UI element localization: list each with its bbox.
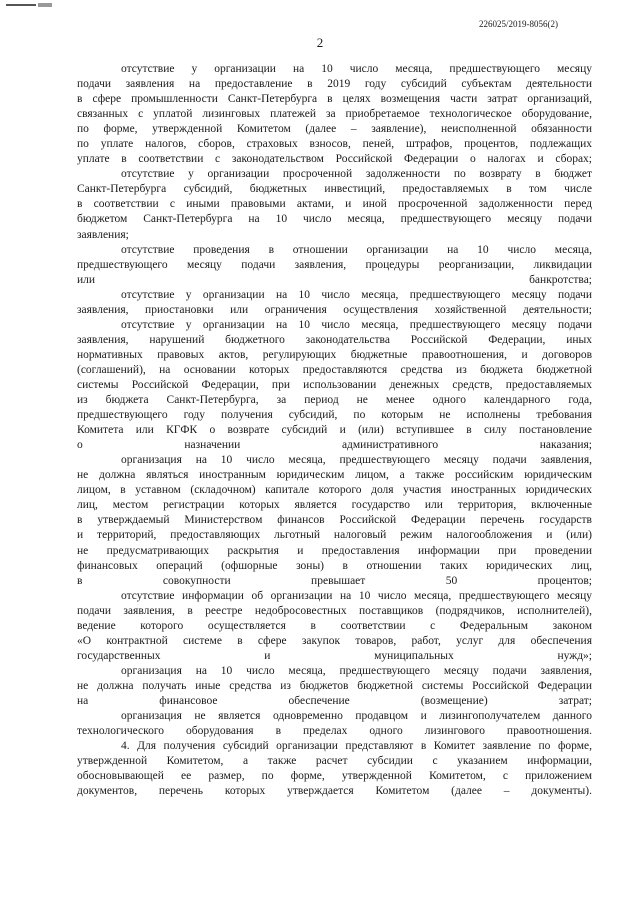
text-line: системы Российской Федерации, при использовании денежных средств, предоставляемых [77, 378, 592, 391]
text-line: заявления, приостановки или ограничения осуществления хозяйственной деятельности; [77, 303, 592, 316]
paragraph-application-documents [77, 739, 592, 799]
paragraph-reorganization [77, 243, 592, 288]
text-line: в сфере промышленности Санкт-Петербурга в целях возмещения части затрат организаций, [77, 93, 592, 106]
paragraph-foreign-entity [77, 453, 592, 588]
text-line: отсутствие у организации на 10 число месяца, предшествующего месяцу [121, 63, 592, 75]
text-line: государственных и муниципальных нужд»; [77, 649, 592, 662]
text-line: подачи заявления на предоставление в 2019 году субсидий субъектам деятельности [77, 78, 592, 91]
text-line: документов, перечень которых утверждается Комитетом (далее – документы). [77, 785, 592, 798]
text-line: подачи заявления, в реестре недобросовестных поставщиков (подрядчиков, исполнителей), [77, 604, 592, 617]
text-line: (соглашений), на основании которых предоставляются средства из бюджета бюджетной [77, 363, 592, 376]
text-line: не предусматривающих раскрытия и предоставления информации при проведении [77, 544, 592, 557]
paragraph-seller-lessee [77, 709, 592, 739]
document-body [77, 62, 592, 799]
text-line: технологического оборудования в пределах одного лизингового правоотношения. [77, 725, 592, 738]
paragraph-activity-suspension [77, 288, 592, 318]
text-line: заявления; [77, 228, 129, 241]
text-line: лицом, в уставном (складочном) капитале которого доля участия иностранных юридических [77, 484, 592, 497]
text-line: организация на 10 число месяца, предшествующего месяцу подачи заявления, [121, 454, 592, 467]
paragraph-tax-obligations [77, 62, 592, 167]
text-line: лиц, местом регистрации которых является государство или территория, включенные [77, 499, 592, 512]
text-line: отсутствие информации об организации на 10 число месяца, предшествующего месяцу [121, 589, 592, 602]
text-line: отсутствие у организации на 10 число месяца, предшествующего месяцу подачи [121, 288, 592, 301]
text-line: обосновывающей ее размер, по форме, утвержденной Комитетом, с приложением [77, 770, 592, 783]
paragraph-budget-debt [77, 167, 592, 242]
text-line: связанных с уплатой лизинговых платежей за приобретаемое технологическое оборудование, [77, 108, 592, 121]
document-number: 226025/2019-8056(2) [479, 19, 558, 29]
text-line: по форме, утвержденной Комитетом (далее – заявление), неисполненной обязанности [77, 123, 592, 136]
text-line: не должна получать иные средства из бюджетов бюджетной системы Российской Федерации [77, 679, 592, 692]
text-line: заявления, нарушений бюджетного законодательства Российской Федерации, иных [77, 333, 592, 346]
text-line: нормативных правовых актов, регулирующих бюджетные правоотношения, и договоров [77, 348, 592, 361]
paragraph-budget-violations [77, 318, 592, 453]
text-line: уплате в соответствии с законодательством Российской Федерации о налогах и сборах; [77, 153, 592, 166]
paragraph-other-budget-funds [77, 664, 592, 709]
text-line: организация не является одновременно продавцом и лизингополучателем данного [121, 710, 592, 723]
text-line: и территорий, предоставляющих льготный налоговый режим налогообложения и (или) [77, 529, 592, 542]
text-line: не должна являться иностранным юридическим лицом, а также российским юридическим [77, 469, 592, 482]
text-line: или банкротства; [77, 273, 592, 286]
text-line: организация на 10 число месяца, предшествующего месяцу подачи заявления, [121, 664, 592, 677]
text-line: отсутствие у организации на 10 число месяца, предшествующего месяцу подачи [121, 318, 592, 331]
text-line: отсутствие у организации просроченной задолженности по возврату в бюджет [121, 168, 592, 181]
text-line: на финансовое обеспечение (возмещение) затрат; [77, 694, 592, 707]
paragraph-unfair-suppliers-registry [77, 589, 592, 664]
text-line: в утверждаемый Министерством финансов Российской Федерации перечень государств [77, 514, 592, 527]
text-line: Комитета или КГФК о возврате субсидий и (или) вступившее в силу постановление [77, 424, 592, 437]
text-line: финансовых операций (офшорные зоны) в отношении таких юридических лиц, [77, 559, 592, 572]
text-line: по уплате налогов, сборов, страховых взносов, пеней, штрафов, процентов, подлежащих [77, 138, 592, 151]
text-line: ведение которого осуществляется в соответствии с Федеральным законом [77, 619, 592, 632]
text-line: предшествующего году получения субсидий, по которым не исполнены требования [77, 409, 592, 422]
page-number: 2 [316, 35, 324, 50]
text-line: 4. Для получения субсидий организации представляют в Комитет заявление по форме, [121, 740, 592, 753]
text-line: утвержденной Комитетом, а также расчет субсидии с указанием информации, [77, 755, 592, 768]
text-line: из бюджета Санкт-Петербурга, за период не менее одного календарного года, [77, 394, 592, 407]
text-line: в совокупности превышает 50 процентов; [77, 574, 592, 587]
text-line: «О контрактной системе в сфере закупок товаров, работ, услуг для обеспечения [77, 634, 592, 647]
text-line: предшествующего месяцу подачи заявления, процедуры реорганизации, ликвидации [77, 258, 592, 271]
text-line: Санкт-Петербурга субсидий, бюджетных инвестиций, предоставляемых в том числе [77, 183, 592, 196]
scan-mark [6, 2, 52, 8]
text-line: в соответствии с иными правовыми актами, и иной просроченной задолженности перед [77, 198, 592, 211]
text-line: бюджетом Санкт-Петербурга на 10 число месяца, предшествующего месяцу подачи [77, 213, 592, 226]
text-line: отсутствие проведения в отношении организации на 10 число месяца, [121, 243, 592, 256]
text-line: о назначении административного наказания; [77, 439, 592, 452]
